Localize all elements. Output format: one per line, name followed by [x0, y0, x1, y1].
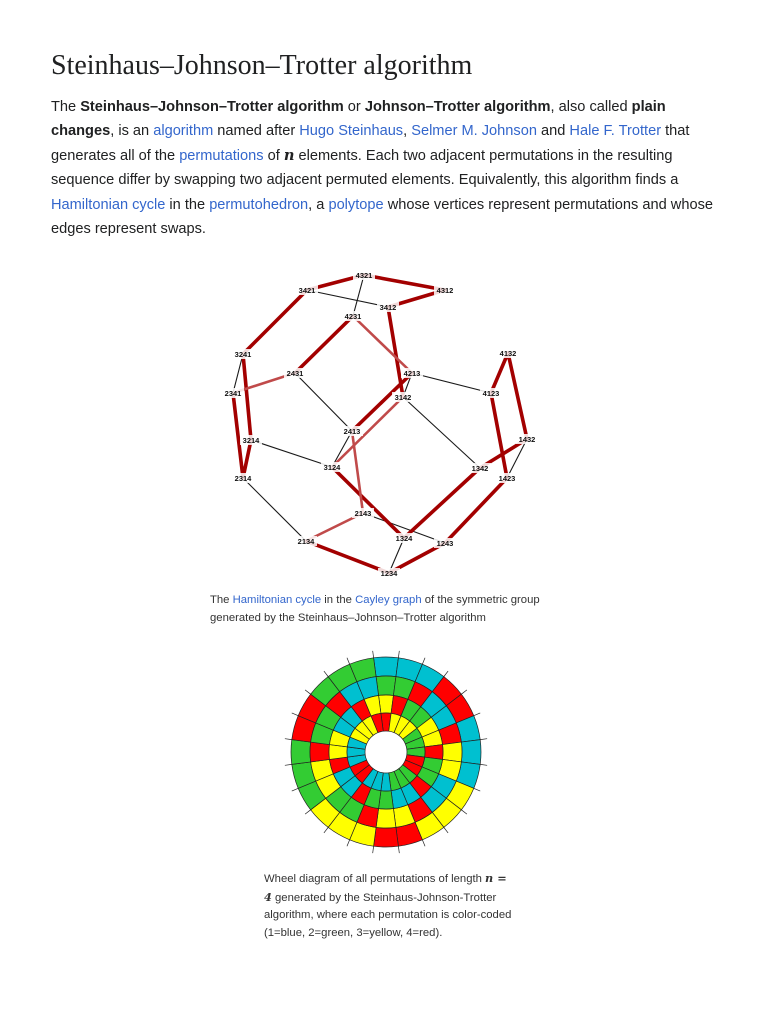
permutation-node-label: 2143 — [354, 509, 372, 518]
figure2-caption: Wheel diagram of all permutations of length n = 4 generated by the Steinhaus-Johnson-Trotter algorithm, where each permutation is color-coded (1=blue, 2=green, 3=yellow, 4=red). — [264, 871, 512, 940]
permutation-node-label: 1234 — [380, 569, 398, 578]
graph-edge — [251, 440, 332, 467]
link-polytope[interactable]: polytope — [328, 196, 384, 213]
permutation-node-label: 4213 — [403, 369, 421, 378]
link-permutations[interactable]: permutations — [179, 147, 264, 164]
hamiltonian-cycle-edge — [404, 468, 480, 538]
wheel-cell — [461, 740, 481, 765]
page-title: Steinhaus–Johnson–Trotter algorithm — [51, 50, 473, 81]
permutation-node-label: 2341 — [224, 389, 242, 398]
hamiltonian-cycle-edge — [332, 467, 404, 538]
graph-edge — [295, 373, 352, 431]
wheel-cell — [376, 809, 396, 828]
permutation-node-label: 1423 — [498, 474, 516, 483]
wheel-cell — [376, 676, 396, 695]
permutation-node-label: 3241 — [234, 350, 252, 359]
hamiltonian-cycle-edge — [491, 393, 507, 478]
permutation-node-label: 3421 — [298, 286, 316, 295]
math-n: n — [283, 146, 295, 164]
wheel-tick — [422, 658, 425, 664]
graph-edge — [403, 397, 480, 468]
wheel-tick — [398, 846, 399, 853]
permutation-node-label: 4321 — [355, 271, 373, 280]
graph-edge — [412, 373, 491, 393]
permutation-node-label: 4312 — [436, 286, 454, 295]
graph-edge — [233, 354, 243, 393]
permutation-node-label: 3412 — [379, 303, 397, 312]
permutation-node-label: 3214 — [242, 436, 260, 445]
wheel-tick — [292, 713, 298, 716]
wheel-tick — [422, 840, 425, 846]
wheel-cell — [374, 657, 399, 677]
hamiltonian-cycle-edge — [445, 478, 507, 543]
graph-edge — [307, 290, 388, 307]
hamiltonian-cycle-edge — [295, 316, 353, 373]
wheel-cell — [310, 742, 329, 762]
link-hale-trotter[interactable]: Hale F. Trotter — [569, 123, 662, 140]
intro-paragraph: The Steinhaus–Johnson–Trotter algorithm or Johnson–Trotter algorithm, also called plain changes, is an algorithm named after Hugo Steinhaus, Selmer M. Johnson and Hale F. Trotter that generates all of the permutations of n elements. Each two adjacent permutations in the resulting sequence differ by swapping two adjacent permuted elements. Equivalently, this algorithm finds a Hamiltonian cycle in the permutohedron, a polytope whose vertices represent permutations and whose edges represent swaps. — [51, 99, 713, 238]
wheel-tick — [324, 671, 328, 677]
wheel-cell — [443, 742, 462, 762]
hamiltonian-cycle-edge — [353, 316, 412, 373]
permutohedron-cayley-graph[interactable] — [213, 266, 543, 581]
wheel-cell — [374, 827, 399, 847]
math-n-equals-4: n = 4 — [264, 871, 507, 904]
wheel-tick — [347, 658, 350, 664]
wheel-tick — [292, 788, 298, 791]
graph-edge — [243, 478, 306, 541]
permutation-node-label: 1342 — [471, 464, 489, 473]
permutation-node-label: 3142 — [394, 393, 412, 402]
wheel-tick — [373, 651, 374, 658]
wheel-tick — [305, 690, 311, 694]
hamiltonian-cycle-edge — [306, 541, 389, 573]
wheel-tick — [285, 739, 292, 740]
wheel-tick — [444, 671, 448, 677]
hamiltonian-cycle-edge — [243, 354, 251, 440]
wheel-tick — [305, 810, 311, 814]
wheel-tick — [461, 690, 467, 694]
link-hamiltonian-cycle[interactable]: Hamiltonian cycle — [51, 196, 166, 213]
wheel-tick — [480, 764, 487, 765]
permutation-node-label: 2431 — [286, 369, 304, 378]
link-algorithm[interactable]: algorithm — [153, 123, 214, 140]
hamiltonian-cycle-edge — [243, 290, 307, 354]
wheel-tick — [373, 846, 374, 853]
permutation-node-label: 4132 — [499, 349, 517, 358]
hamiltonian-cycle-edge — [364, 275, 445, 290]
permutation-node-label: 1324 — [395, 534, 413, 543]
permutation-node-label: 4123 — [482, 389, 500, 398]
permutation-wheel-diagram[interactable] — [262, 637, 512, 867]
wheel-tick — [461, 810, 467, 814]
link-permutohedron[interactable]: permutohedron — [209, 196, 309, 213]
wheel-cell — [291, 740, 311, 765]
permutation-node-label: 2134 — [297, 537, 315, 546]
permutation-node-label: 2413 — [343, 427, 361, 436]
wheel-tick — [474, 788, 480, 791]
permutation-node-label: 1432 — [518, 435, 536, 444]
permutation-node-label: 2314 — [234, 474, 252, 483]
figure1-caption: The Hamiltonian cycle in the Cayley graph of the symmetric group generated by the Steinhaus–Johnson–Trotter algorithm — [210, 594, 540, 624]
wheel-tick — [324, 827, 328, 833]
wheel-tick — [444, 827, 448, 833]
graph-edge — [353, 275, 364, 316]
link-hugo-steinhaus[interactable]: Hugo Steinhaus — [299, 123, 404, 140]
permutation-node-label: 3124 — [323, 463, 341, 472]
hamiltonian-cycle-edge — [243, 440, 251, 478]
permutation-node-label: 4231 — [344, 312, 362, 321]
wheel-tick — [285, 764, 292, 765]
wheel-tick — [474, 713, 480, 716]
hamiltonian-cycle-edge — [491, 353, 508, 393]
wheel-tick — [398, 651, 399, 658]
hamiltonian-cycle-edge — [508, 353, 527, 439]
wheel-tick — [480, 739, 487, 740]
link-selmer-johnson[interactable]: Selmer M. Johnson — [411, 123, 537, 140]
caption-link-hamiltonian-cycle[interactable]: Hamiltonian cycle — [232, 594, 322, 606]
permutation-node-label: 1243 — [436, 539, 454, 548]
caption-link-cayley-graph[interactable]: Cayley graph — [355, 594, 422, 606]
wheel-tick — [347, 840, 350, 846]
